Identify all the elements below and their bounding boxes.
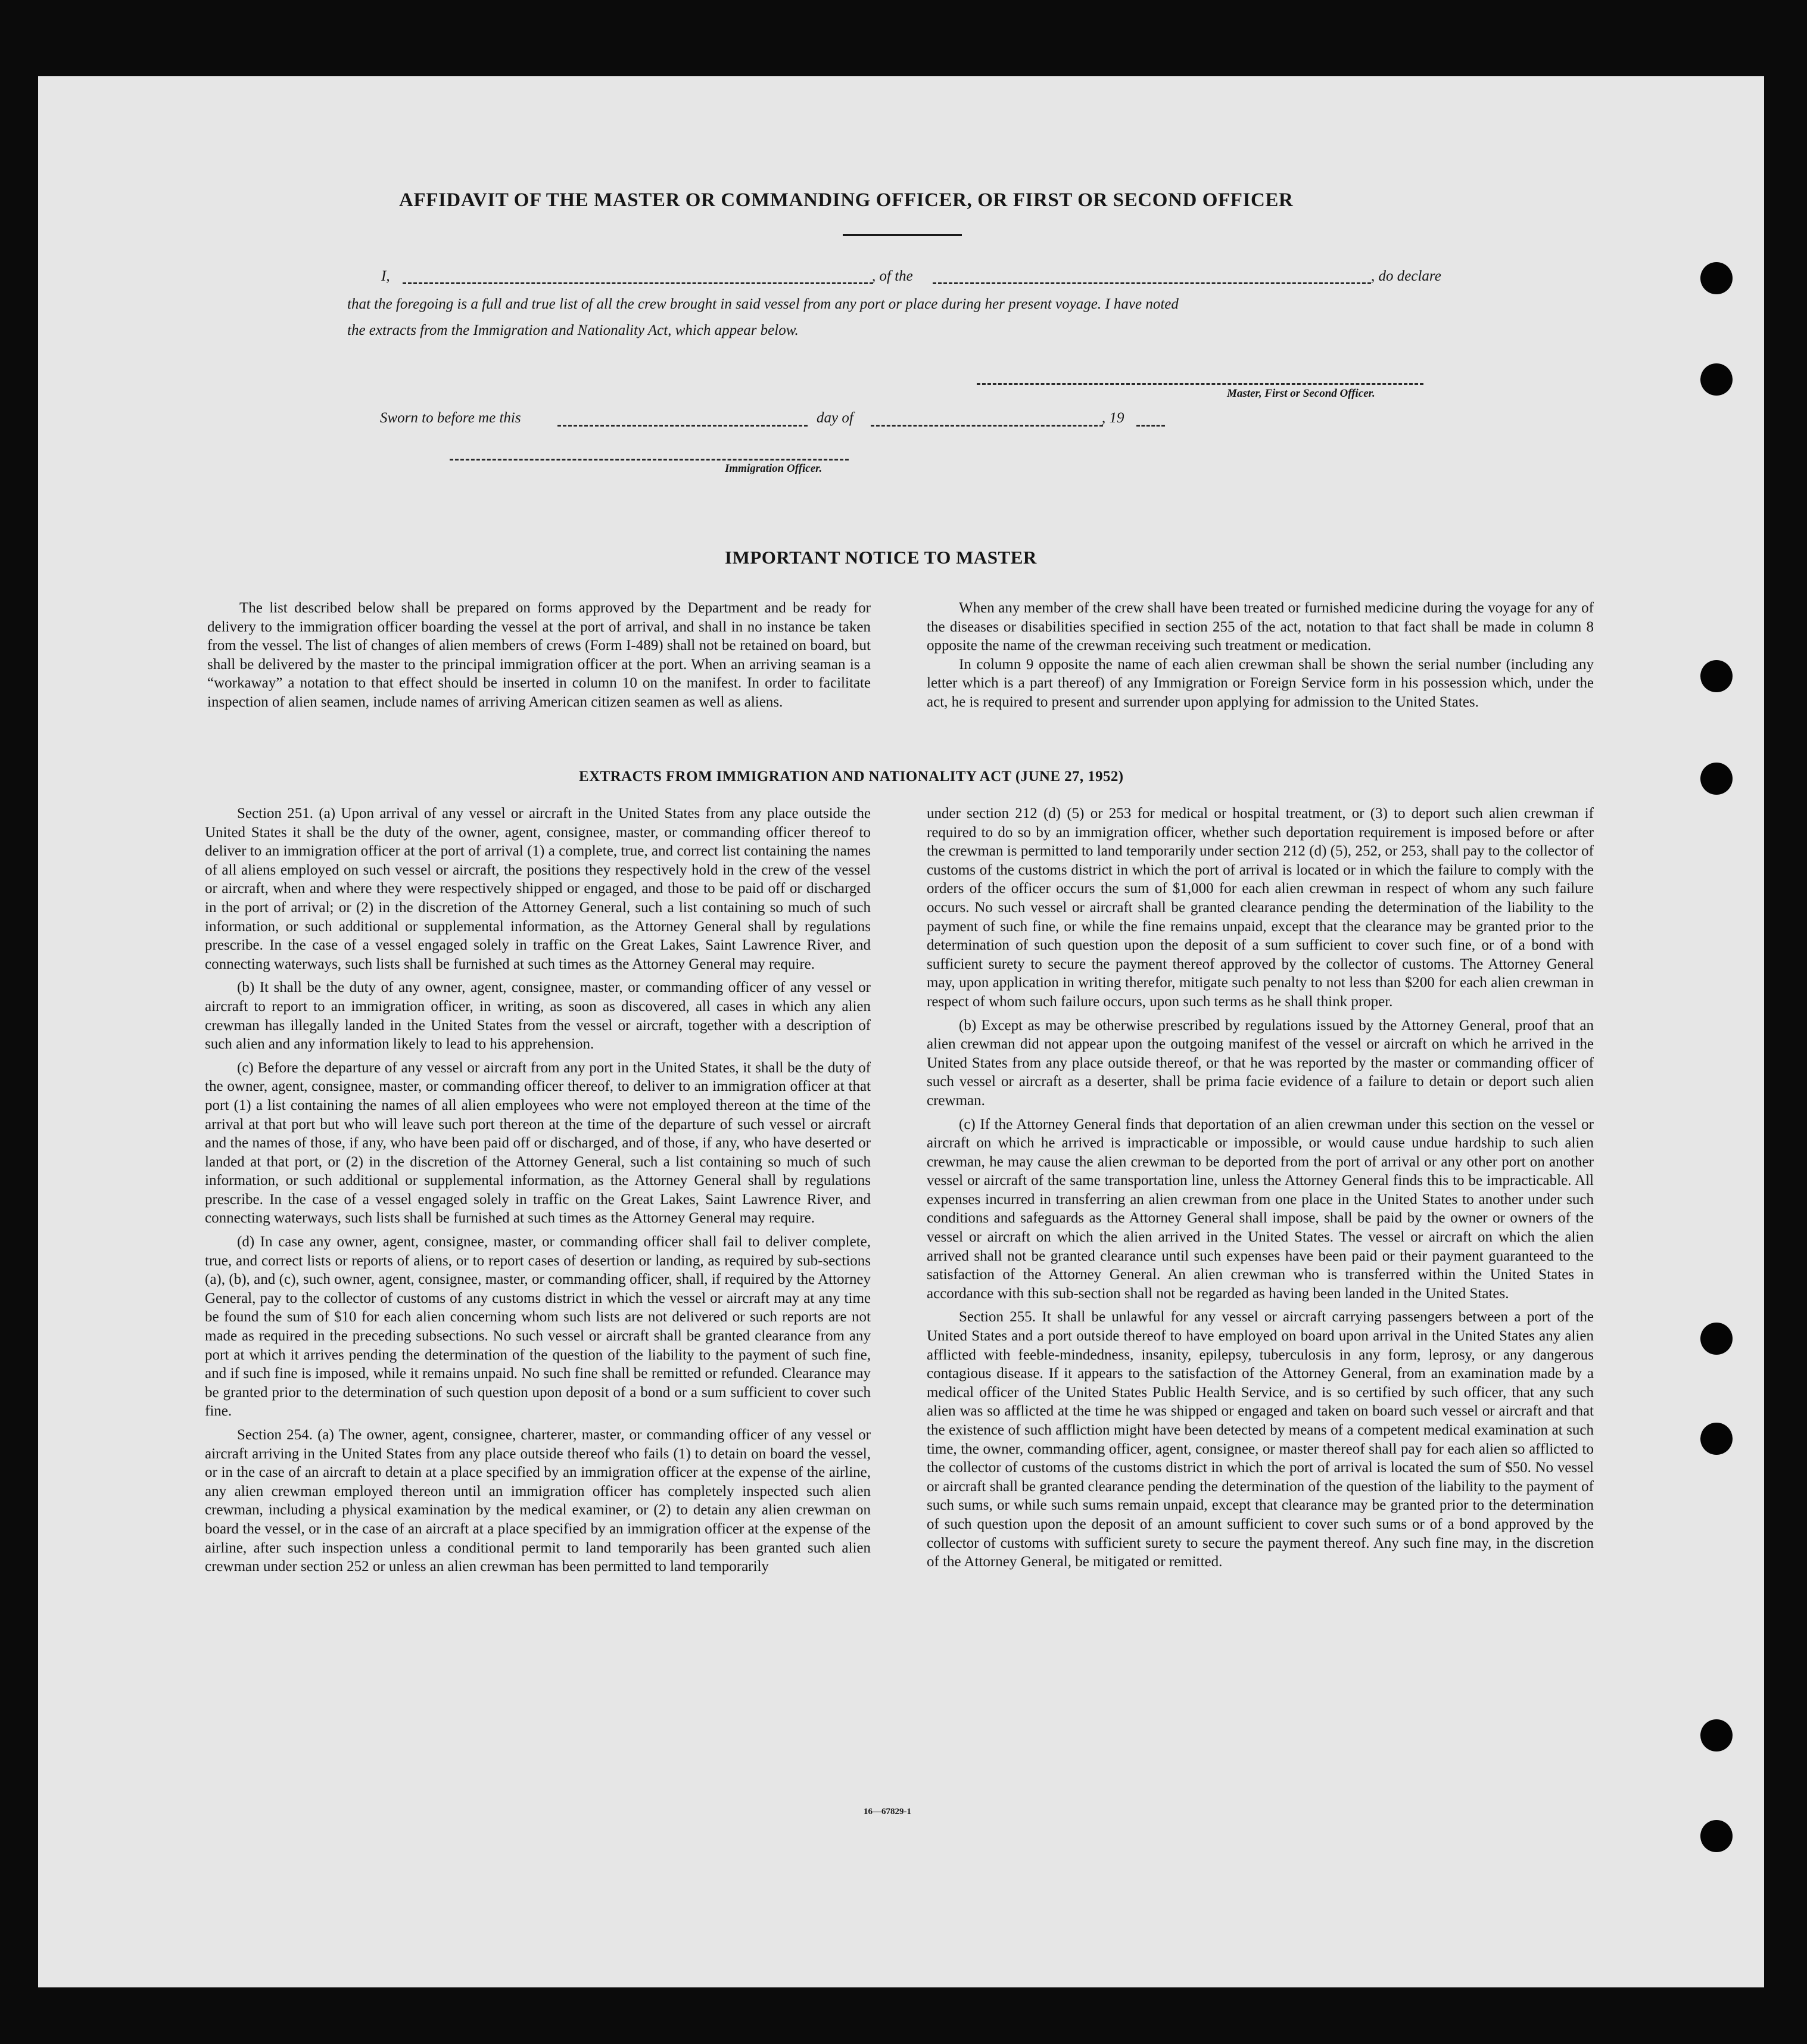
extracts-right-column xyxy=(927,804,1594,1576)
sworn-label: Sworn to before me this xyxy=(380,410,521,426)
extracts-left-column xyxy=(205,804,871,1581)
section-255: Section 255. It shall be unlawful for any vessel or aircraft carrying passengers between a port of the United States and a port outside thereof to have employed on board upon arrival in the United States any alien afflicted with feeble-mindedness, insanity, epilepsy, tuberculosis in any form, leprosy, or any dangerous contagious disease. If it appears to the satisfaction of the Attorney General, from an examination made by a medical officer of the United States Public Health Service, and is so certified by such officer, that any such alien was so afflicted at the time he was shipped or engaged and taken on board such vessel or aircraft and that the existence of such affliction might have been detected by means of a competent medical examination at such time, the owner, commanding officer, agent, consignee, or master thereof shall pay for each alien so afflicted to the collector of customs of the customs district in which the port of arrival is located the sum of $50. No vessel or aircraft shall be granted clearance pending the determination of the question of the liability to the payment of such sums, or while such sums remain unpaid, except that clearance may be granted prior to the determination of such question upon the deposit of an amount sufficient to cover such sums or of a bond approved by the collector of customs with sufficient surety to secure the payment thereof. Any such fine may, in the discretion of the Attorney General, be mitigated or remitted. xyxy=(927,1309,1594,1570)
punch-hole xyxy=(1700,1323,1733,1355)
do-declare-label: , do declare xyxy=(1371,268,1441,284)
sworn-day-line[interactable] xyxy=(557,425,808,427)
vessel-name-line[interactable] xyxy=(933,282,1371,284)
section-251-b: (b) It shall be the duty of any owner, agent, consignee, master, or commanding officer of any vessel or aircraft to report to an immigration officer, in writing, as soon as discovered, all cases in which any alien crewman has illegally landed in the United States from the vessel or aircraft, together with a description of such alien and any information likely to lead to his apprehension. xyxy=(205,979,871,1053)
notice-right-column xyxy=(927,599,1594,717)
master-signature-line[interactable] xyxy=(977,383,1423,385)
declarant-name-line[interactable] xyxy=(403,282,873,284)
sworn-month-line[interactable] xyxy=(871,425,1103,427)
section-254-c: (c) If the Attorney General finds that deportation of an alien crewman under this section on the vessel or aircraft on which he arrived is impracticable or impossible, or would cause undue hardship to such alien crewman, he may cause the alien crewman to be deported from the port of arrival or any other port on another vessel or aircraft of the same transportation line, unless the Attorney General finds this to be impracticable. All expenses incurred in transferring an alien crewman from one place in the United States to another under such conditions and safeguards as the Attorney General shall impose, shall be paid by the owner or owners of the vessel or aircraft on which the alien arrived in the United States. The vessel or aircraft on which the alien arrived shall not be granted clearance until such expenses have been paid or their payment guaranteed to the satisfaction of the Attorney General. An alien crewman who is transferred within the United States in accordance with this sub-section shall not be regarded as having been landed in the United States. xyxy=(927,1116,1594,1302)
notice-left-paragraph: The list described below shall be prepared on forms approved by the Department and be ready for delivery to the immigration officer boarding the vessel at the port of arrival, and shall in no instance be taken from the vessel. The list of changes of alien members of crews (Form I-489) shall not be retained on board, but shall be delivered by the master to the principal immigration officer at the port. When an arriving seaman is a “workaway” a notation to that effect should be inserted in column 10 on the manifest. In order to facilitate inspection of alien seamen, include names of arriving American citizen seamen as well as aliens. xyxy=(207,600,871,710)
of-the-label: , of the xyxy=(872,268,913,284)
sworn-year-line[interactable] xyxy=(1136,425,1165,427)
punch-hole xyxy=(1700,763,1733,795)
notice-right-paragraph-1: When any member of the crew shall have been treated or furnished medicine during the voyage for any of the diseases or disabilities specified in section 255 of the act, notation to that fact shall be made in column 8 opposite the name of the crewman receiving such treatment or medication. xyxy=(927,600,1594,654)
officer-signature-line[interactable] xyxy=(450,459,849,461)
affidavit-title: AFFIDAVIT OF THE MASTER OR COMMANDING OFFICER, OR FIRST OR SECOND OFFICER xyxy=(399,189,1294,211)
punch-hole xyxy=(1700,1719,1733,1751)
affidavit-i-label: I, xyxy=(381,268,390,284)
officer-caption: Immigration Officer. xyxy=(725,462,823,475)
year-prefix: , 19 xyxy=(1102,410,1124,426)
affidavit-line-3: the extracts from the Immigration and Nationality Act, which appear below. xyxy=(347,322,799,338)
section-254-a: Section 254. (a) The owner, agent, consignee, charterer, master, or commanding officer of any vessel or aircraft arriving in the United States from any place outside thereof who fails (1) to detain on board the vessel, or in the case of an aircraft to detain at a place specified by an immigration officer at the expense of the airline, any alien crewman employed thereon until an immigration officer has completely inspected such alien crewman, including a physical examination by the medical examiner, or (2) to detain any alien crewman on board the vessel, or in the case of an aircraft at a place specified by an immigration officer at the expense of the airline, after such inspection unless a conditional permit to land temporarily has been granted such alien crewman under section 252 or unless an alien crewman has been permitted to land temporarily xyxy=(205,1427,871,1575)
punch-hole xyxy=(1700,363,1733,396)
punch-hole xyxy=(1700,1423,1733,1455)
section-251-d: (d) In case any owner, agent, consignee, master, or commanding officer shall fail to deliver complete, true, and correct lists or reports of aliens, or to report cases of desertion or landing, as required by sub-sections (a), (b), and (c), such owner, agent, consignee, master, or commanding officer, shall, if required by the Attorney General, pay to the collector of customs of any customs district in which the vessel or aircraft may at any time be found the sum of $10 for each alien concerning whom such lists are not delivered or such reports are not made as required in the preceding subsections. No such vessel or aircraft shall be granted clearance from any port at which it arrives pending the determination of the question of the liability to the payment of such fine, and if such fine is imposed, while it remains unpaid. No such fine shall be remitted or refunded. Clearance may be granted prior to the determination of such question upon deposit of a bond or a sum sufficient to cover such fine. xyxy=(205,1234,871,1420)
section-254-a-continued: under section 212 (d) (5) or 253 for medical or hospital treatment, or (3) to deport such alien crewman if required to do so by an immigration officer, whether such deportation requirement is imposed before or after the crewman is permitted to land temporarily under section 212 (d) (5), 252, or 253, shall pay to the collector of customs of the customs district in which the port of arrival is located or in which the failure to comply with the orders of the officer occurs the sum of $1,000 for each alien crewman in respect of whom any such failure occurs. No such vessel or aircraft shall be granted clearance pending the determination of the liability to the payment of such fine, or while the fine remains unpaid, except that the clearance may be granted prior to the determination of such question upon the deposit of a sum sufficient to cover such fine, or of a bond with sufficient surety to secure the payment thereof approved by the collector of customs. The Attorney General may, upon application in writing therefor, mitigate such penalty to not less than $200 for each alien crewman in respect of whom such failure occurs, upon such terms as he shall think proper. xyxy=(927,805,1594,1010)
punch-hole xyxy=(1700,660,1733,692)
affidavit-line-2: that the foregoing is a full and true list of all the crew brought in said vessel from any port or place during her present voyage. I have noted xyxy=(347,296,1179,312)
title-underline xyxy=(843,234,962,236)
section-251-a: Section 251. (a) Upon arrival of any vessel or aircraft in the United States from any place outside the United States it shall be the duty of the owner, agent, consignee, master, or commanding officer thereof to deliver to an immigration officer at the port of arrival (1) a complete, true, and correct list containing the names of all aliens employed on such vessel or aircraft, the positions they respectively hold in the crew of the vessel or aircraft, when and where they were respectively shipped or engaged, and those to be paid off or discharged in the port of arrival; or (2) in the discretion of the Attorney General, such a list containing so much of such information, or such additional or supplemental information, as the Attorney General shall by regulations prescribe. In the case of a vessel engaged solely in traffic on the Great Lakes, Saint Lawrence River, and connecting waterways, such lists shall be furnished at such times as the Attorney General may require. xyxy=(205,805,871,972)
notice-right-paragraph-2: In column 9 opposite the name of each alien crewman shall be shown the serial number (including any letter which is a part thereof) of any Immigration or Foreign Service form in his possession which, under the act, he is required to present and surrender upon applying for admission to the United States. xyxy=(927,656,1594,710)
section-254-b: (b) Except as may be otherwise prescribed by regulations issued by the Attorney General, proof that an alien crewman did not appear upon the outgoing manifest of the vessel or aircraft on which he arrived in the United States from any place outside thereof, or that he was reported by the master or commanding officer of such vessel or aircraft as a deserter, shall be prima facie evidence of a failure to detain or deport such alien crewman. xyxy=(927,1017,1594,1109)
master-caption: Master, First or Second Officer. xyxy=(1227,387,1375,400)
notice-left-column xyxy=(207,599,871,717)
punch-hole xyxy=(1700,262,1733,294)
form-number: 16—67829-1 xyxy=(864,1807,911,1816)
section-251-c: (c) Before the departure of any vessel or aircraft from any port in the United States, it shall be the duty of the owner, agent, consignee, master, or commanding officer thereof, to deliver to an immigration officer at that port (1) a list containing the names of all alien employees who were not employed thereon at the time of the arrival at that port but who will leave such port thereon at the time of the departure of such vessel or aircraft and the names of those, if any, who have been paid off or discharged, and of those, if any, who have deserted or landed at that port, or (2) in the discretion of the Attorney General, such a list containing so much of such information, or such additional or supplemental information, as the Attorney General shall by regulations prescribe. In the case of a vessel engaged solely in traffic on the Great Lakes, Saint Lawrence River, and connecting waterways, such lists shall be furnished at such times as the Attorney General may require. xyxy=(205,1059,871,1227)
notice-title: IMPORTANT NOTICE TO MASTER xyxy=(725,547,1037,568)
punch-hole xyxy=(1700,1820,1733,1852)
day-of-label: day of xyxy=(817,410,853,426)
extracts-title: EXTRACTS FROM IMMIGRATION AND NATIONALITY ACT (JUNE 27, 1952) xyxy=(579,769,1124,785)
